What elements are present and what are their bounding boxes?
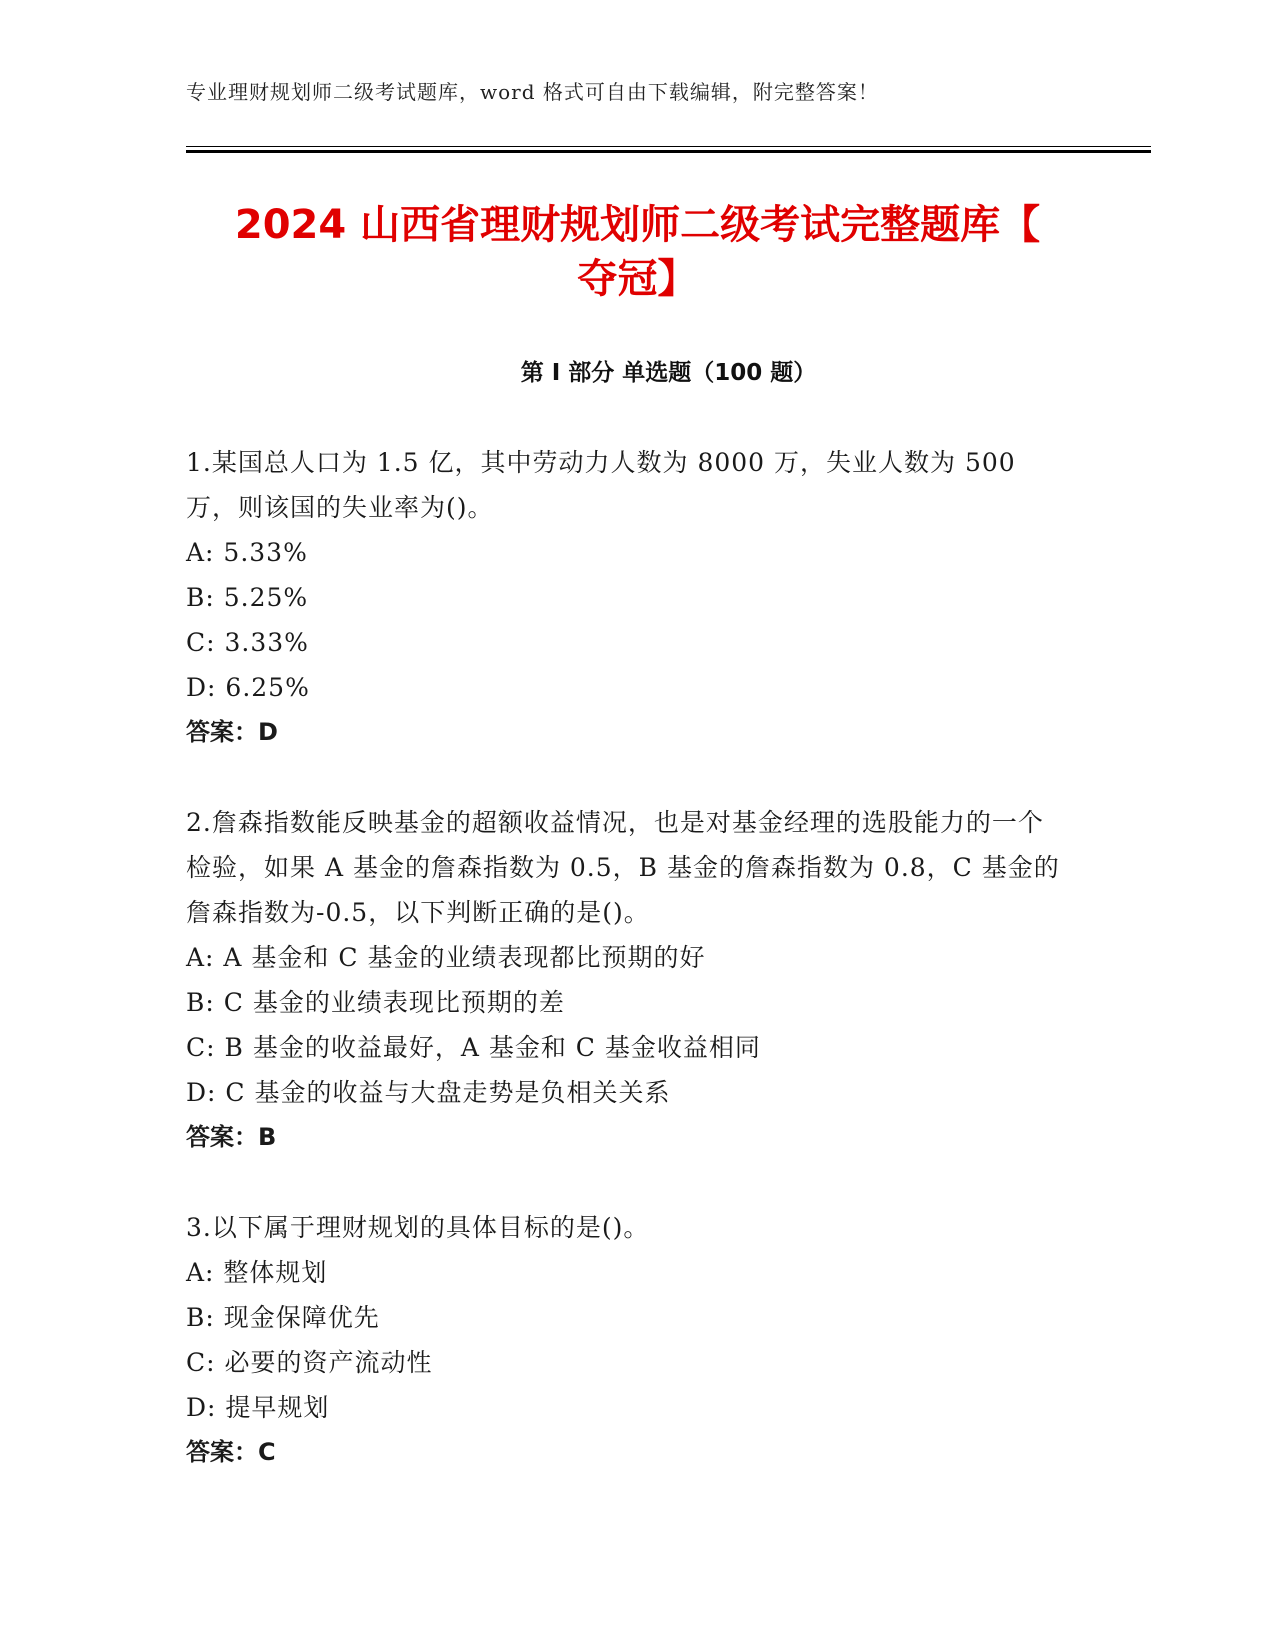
option-b: B: C 基金的业绩表现比预期的差 <box>186 988 565 1017</box>
question-1 <box>186 440 1066 755</box>
question-3 <box>186 1205 1066 1475</box>
option-d: D: C 基金的收益与大盘走势是负相关关系 <box>186 1078 671 1107</box>
option-b: B: 现金保障优先 <box>186 1303 380 1332</box>
option-d: D: 6.25% <box>186 673 310 702</box>
header-divider-thick <box>186 150 1151 153</box>
question-stem: 3.以下属于理财规划的具体目标的是()。 <box>186 1213 650 1242</box>
option-b: B: 5.25% <box>186 583 309 612</box>
option-d: D: 提早规划 <box>186 1393 330 1422</box>
document-title-line-1: 2024 山西省理财规划师二级考试完整题库【 <box>234 202 1041 248</box>
option-c: C: 3.33% <box>186 628 309 657</box>
question-list <box>186 440 1066 1520</box>
document-title <box>120 198 1155 306</box>
document-title-line-2: 夺冠】 <box>577 256 698 302</box>
answer-label: 答案：B <box>186 1123 277 1151</box>
header-note: 专业理财规划师二级考试题库，word 格式可自由下载编辑，附完整答案！ <box>186 80 879 104</box>
question-2 <box>186 800 1066 1160</box>
header-divider-thin <box>186 146 1151 147</box>
question-stem: 2.詹森指数能反映基金的超额收益情况，也是对基金经理的选股能力的一个检验，如果 A 基金的詹森指数为 0.5，B 基金的詹森指数为 0.8，C 基金的詹森指数为-0.5，以下判断正确的是()。 <box>186 808 1060 927</box>
option-c: C: 必要的资产流动性 <box>186 1348 433 1377</box>
option-c: C: B 基金的收益最好，A 基金和 C 基金收益相同 <box>186 1033 761 1062</box>
question-stem: 1.某国总人口为 1.5 亿，其中劳动力人数为 8000 万，失业人数为 500 万，则该国的失业率为()。 <box>186 448 1016 522</box>
option-a: A: 5.33% <box>186 538 308 567</box>
option-a: A: 整体规划 <box>186 1258 328 1287</box>
answer-label: 答案：C <box>186 1438 276 1466</box>
section-title: 第 I 部分 单选题（100 题） <box>520 360 817 386</box>
option-a: A: A 基金和 C 基金的业绩表现都比预期的好 <box>186 943 706 972</box>
answer-label: 答案：D <box>186 718 278 746</box>
